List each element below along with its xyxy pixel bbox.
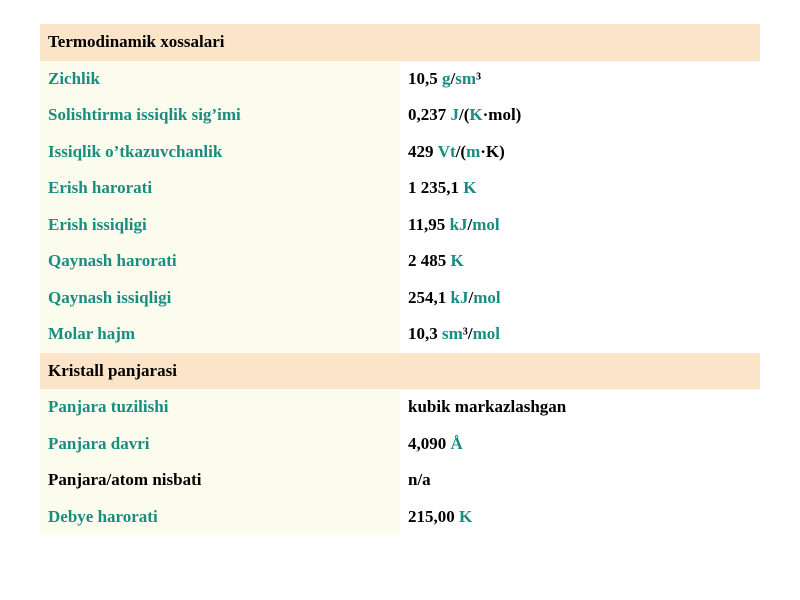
property-value xyxy=(400,316,760,353)
unit-link[interactable]: kJ xyxy=(449,214,468,234)
value-text: ³/ xyxy=(462,324,473,344)
value-text: /( xyxy=(459,105,470,125)
unit-link[interactable]: K xyxy=(463,178,477,198)
value-text: n/a xyxy=(408,470,431,490)
property-label[interactable]: Panjara tuzilishi xyxy=(40,389,400,426)
value-text: kubik markazlashgan xyxy=(408,397,567,417)
unit-link[interactable]: sm xyxy=(455,68,477,88)
unit-link[interactable]: Vt xyxy=(437,141,456,161)
value-text: / xyxy=(468,287,474,307)
property-value xyxy=(400,97,760,134)
section-header: Kristall panjarasi xyxy=(40,353,760,390)
property-label[interactable]: Qaynash issiqligi xyxy=(40,280,400,317)
section-header: Termodinamik xossalari xyxy=(40,24,760,61)
property-label[interactable]: Zichlik xyxy=(40,61,400,98)
value-text: 0,237 xyxy=(408,105,451,125)
table-row xyxy=(40,134,760,171)
value-text: 1 235,1 xyxy=(408,178,464,198)
value-text: 10,3 xyxy=(408,324,442,344)
unit-link[interactable]: K xyxy=(450,251,464,271)
table-row xyxy=(40,243,760,280)
property-label[interactable]: Solishtirma issiqlik sig’imi xyxy=(40,97,400,134)
value-text: 254,1 xyxy=(408,287,451,307)
property-label[interactable]: Debye harorati xyxy=(40,499,400,536)
property-value xyxy=(400,389,760,426)
property-value xyxy=(400,170,760,207)
unit-link[interactable]: J xyxy=(450,105,459,125)
table-row xyxy=(40,170,760,207)
table-row xyxy=(40,499,760,536)
unit-link[interactable]: sm xyxy=(442,324,463,344)
unit-link[interactable]: mol xyxy=(472,324,500,344)
property-value xyxy=(400,243,760,280)
property-value xyxy=(400,280,760,317)
table-row xyxy=(40,61,760,98)
value-text: 2 485 xyxy=(408,251,451,271)
property-label[interactable]: Qaynash harorati xyxy=(40,243,400,280)
value-text: /( xyxy=(455,141,467,161)
property-value xyxy=(400,207,760,244)
table-row xyxy=(40,280,760,317)
properties-table xyxy=(40,24,760,535)
table-row xyxy=(40,462,760,499)
property-value xyxy=(400,462,760,499)
value-text: / xyxy=(467,214,473,234)
property-label[interactable]: Panjara davri xyxy=(40,426,400,463)
unit-link[interactable]: K xyxy=(459,506,473,526)
value-text: 215,00 xyxy=(408,506,459,526)
table-row xyxy=(40,316,760,353)
value-text: ·K) xyxy=(480,141,505,161)
unit-link[interactable]: Å xyxy=(450,433,463,453)
value-text: ·mol) xyxy=(482,105,522,125)
property-value xyxy=(400,61,760,98)
property-value xyxy=(400,499,760,536)
property-label[interactable]: Issiqlik o’tkazuvchanlik xyxy=(40,134,400,171)
property-label[interactable]: Molar hajm xyxy=(40,316,400,353)
value-text: / xyxy=(450,68,456,88)
value-text: 11,95 xyxy=(408,214,450,234)
property-value xyxy=(400,426,760,463)
property-value xyxy=(400,134,760,171)
table-row xyxy=(40,97,760,134)
property-label[interactable]: Erish issiqligi xyxy=(40,207,400,244)
table-row xyxy=(40,426,760,463)
value-text: ³ xyxy=(476,68,482,88)
table-row xyxy=(40,207,760,244)
table-row xyxy=(40,389,760,426)
unit-link[interactable]: kJ xyxy=(450,287,469,307)
property-label[interactable]: Erish harorati xyxy=(40,170,400,207)
unit-link[interactable]: mol xyxy=(472,214,500,234)
unit-link[interactable]: mol xyxy=(473,287,501,307)
unit-link[interactable]: m xyxy=(466,141,481,161)
value-text: 10,5 xyxy=(408,68,442,88)
property-label: Panjara/atom nisbati xyxy=(40,462,400,499)
unit-link[interactable]: K xyxy=(469,105,483,125)
unit-link[interactable]: g xyxy=(442,68,451,88)
value-text: 4,090 xyxy=(408,433,451,453)
value-text: 429 xyxy=(408,141,438,161)
